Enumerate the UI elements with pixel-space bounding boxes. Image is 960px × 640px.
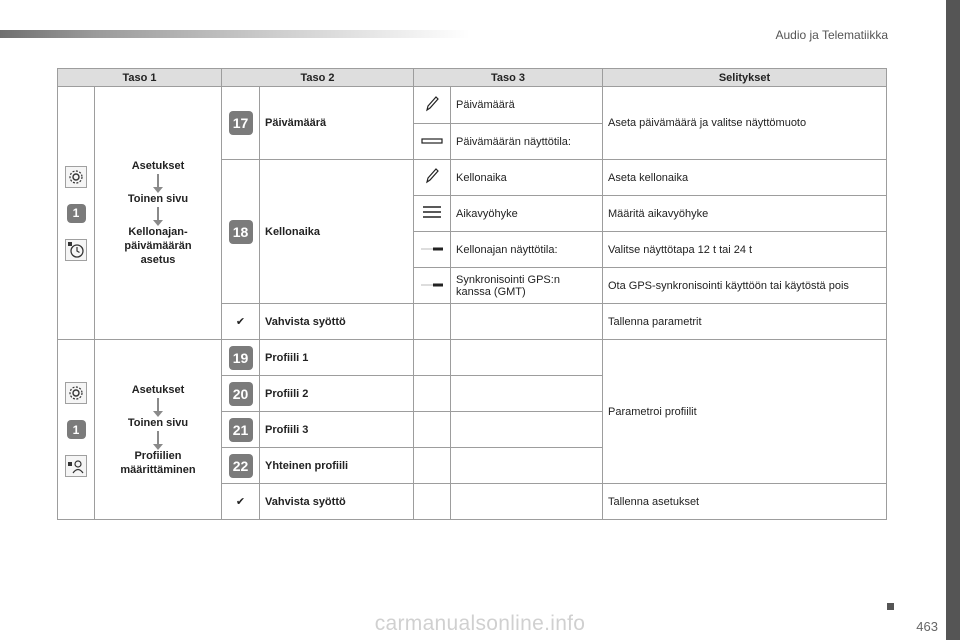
step-badge: 19 — [229, 346, 253, 370]
level2-date: Päivämäärä — [260, 87, 414, 160]
header-gradient-bar — [0, 30, 470, 38]
side-strip — [946, 0, 960, 640]
clock-icon — [65, 239, 87, 261]
level2-profile-1: Profiili 1 — [260, 340, 414, 376]
check-icon: ✔ — [222, 484, 260, 520]
table-row — [58, 87, 887, 124]
header-level-1: Taso 1 — [58, 69, 222, 87]
check-icon: ✔ — [222, 304, 260, 340]
section1-icons — [58, 87, 95, 340]
step-badge: 1 — [67, 420, 86, 439]
explanation-gps-sync: Ota GPS-synkronisointi käyttöön tai käytöstä pois — [603, 268, 887, 304]
list-icon — [422, 211, 442, 223]
explanation-save-parameters: Tallenna parametrit — [603, 304, 887, 340]
chain-arrow — [157, 431, 159, 445]
chain-arrow — [157, 207, 159, 221]
chain-arrow — [157, 174, 159, 188]
pencil-icon — [424, 104, 440, 116]
confirm-entry-label: Vahvista syöttö — [260, 304, 414, 340]
level2-profile-2: Profiili 2 — [260, 376, 414, 412]
explanation-time-format: Valitse näyttötapa 12 t tai 24 t — [603, 232, 887, 268]
explanation-save-settings: Tallenna asetukset — [603, 484, 887, 520]
explanation-time: Aseta kellonaika — [603, 160, 887, 196]
chain-step-settings: Asetukset — [131, 160, 185, 172]
chain-step-settings: Asetukset — [131, 383, 185, 396]
page-number: 463 — [916, 619, 938, 634]
profile-icon — [65, 455, 87, 477]
chain-step-profiles: Profiilien määrittäminen — [120, 449, 196, 476]
level2-common-profile: Yhteinen profiili — [260, 448, 414, 484]
level3-gps-sync: Synkronisointi GPS:n kanssa (GMT) — [451, 268, 603, 304]
header-title: Audio ja Telematiikka — [775, 28, 888, 42]
toggle-icon — [420, 244, 444, 256]
header-level-2: Taso 2 — [222, 69, 414, 87]
step-badge: 21 — [229, 418, 253, 442]
step-badge: 1 — [67, 204, 86, 223]
gear-icon — [65, 382, 87, 404]
level3-time: Kellonaika — [451, 160, 603, 196]
display-bar-icon — [421, 136, 443, 148]
explanation-date: Aseta päivämäärä ja valitse näyttömuoto — [603, 87, 887, 160]
explanation-timezone: Määritä aikavyöhyke — [603, 196, 887, 232]
confirm-entry-label: Vahvista syöttö — [260, 484, 414, 520]
table-row — [58, 340, 887, 376]
explanation-profiles: Parametroi profiilit — [603, 340, 887, 484]
settings-table — [57, 68, 887, 520]
section1-chain — [95, 87, 222, 340]
chain-step-second-page: Toinen sivu — [127, 193, 189, 205]
level3-time-format: Kellonajan näyttötila: — [451, 232, 603, 268]
step-badge: 17 — [229, 111, 253, 135]
chain-arrow — [157, 398, 159, 412]
chain-step-second-page: Toinen sivu — [127, 416, 189, 429]
step-badge: 20 — [229, 382, 253, 406]
section2-icons — [58, 340, 95, 520]
chain-step-datetime: Kellonajan- päivämäärän asetus — [124, 226, 192, 266]
level2-time: Kellonaika — [260, 160, 414, 304]
level3-date: Päivämäärä — [451, 87, 603, 124]
header-level-3: Taso 3 — [414, 69, 603, 87]
page-marker — [887, 603, 894, 610]
step-badge: 18 — [229, 220, 253, 244]
section2-chain — [95, 340, 222, 520]
table-header-row — [58, 69, 887, 87]
header-explanations: Selitykset — [603, 69, 887, 87]
pencil-icon — [424, 176, 440, 188]
level2-profile-3: Profiili 3 — [260, 412, 414, 448]
level3-timezone: Aikavyöhyke — [451, 196, 603, 232]
step-badge: 22 — [229, 454, 253, 478]
watermark: carmanualsonline.info — [374, 612, 586, 635]
toggle-icon — [420, 280, 444, 292]
gear-icon — [65, 166, 87, 188]
level3-date-format: Päivämäärän näyttötila: — [451, 124, 603, 160]
